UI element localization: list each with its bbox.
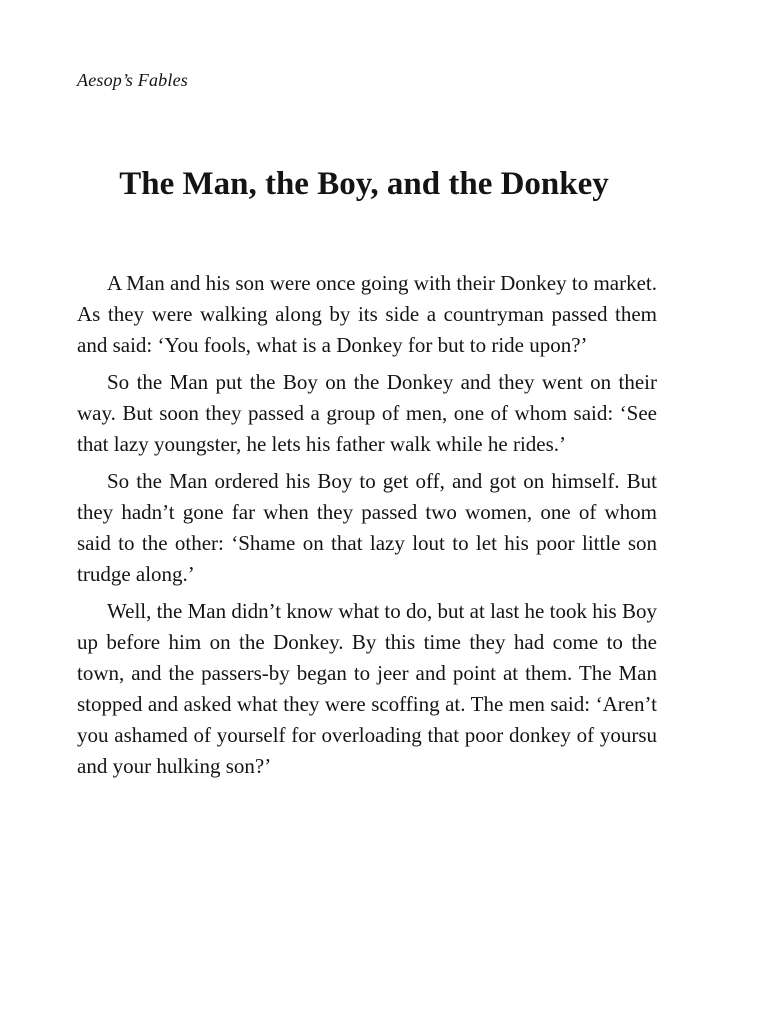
running-head: Aesop’s Fables xyxy=(77,70,188,90)
paragraph-3: So the Man ordered his Boy to get off, and got on himself. But they hadn’t gone far when they passed two women, one of whom said to the other: ‘Shame on that lazy lout to let his poor little son trudge along.’ xyxy=(77,469,657,586)
paragraph-2: So the Man put the Boy on the Donkey and they went on their way. But soon they passed a group of men, one of whom said: ‘See that lazy youngster, he lets his father walk while he rides.’ xyxy=(77,370,657,456)
story-body xyxy=(77,268,657,788)
paragraph-4: Well, the Man didn’t know what to do, but at last he took his Boy up before him on the Donkey. By this time they had come to the town, and the passers-by began to jeer and point at them. The Man stopped and asked what they were scoffing at. The men said: ‘Aren’t you ashamed of yourself for overloading that poor donkey of yoursu and your hulking son?’ xyxy=(77,599,657,778)
paragraph-1: A Man and his son were once going with their Donkey to market. As they were walking along by its side a countryman passed them and said: ‘You fools, what is a Donkey for but to ride upon?’ xyxy=(77,271,657,357)
story-title: The Man, the Boy, and the Donkey xyxy=(119,166,609,202)
